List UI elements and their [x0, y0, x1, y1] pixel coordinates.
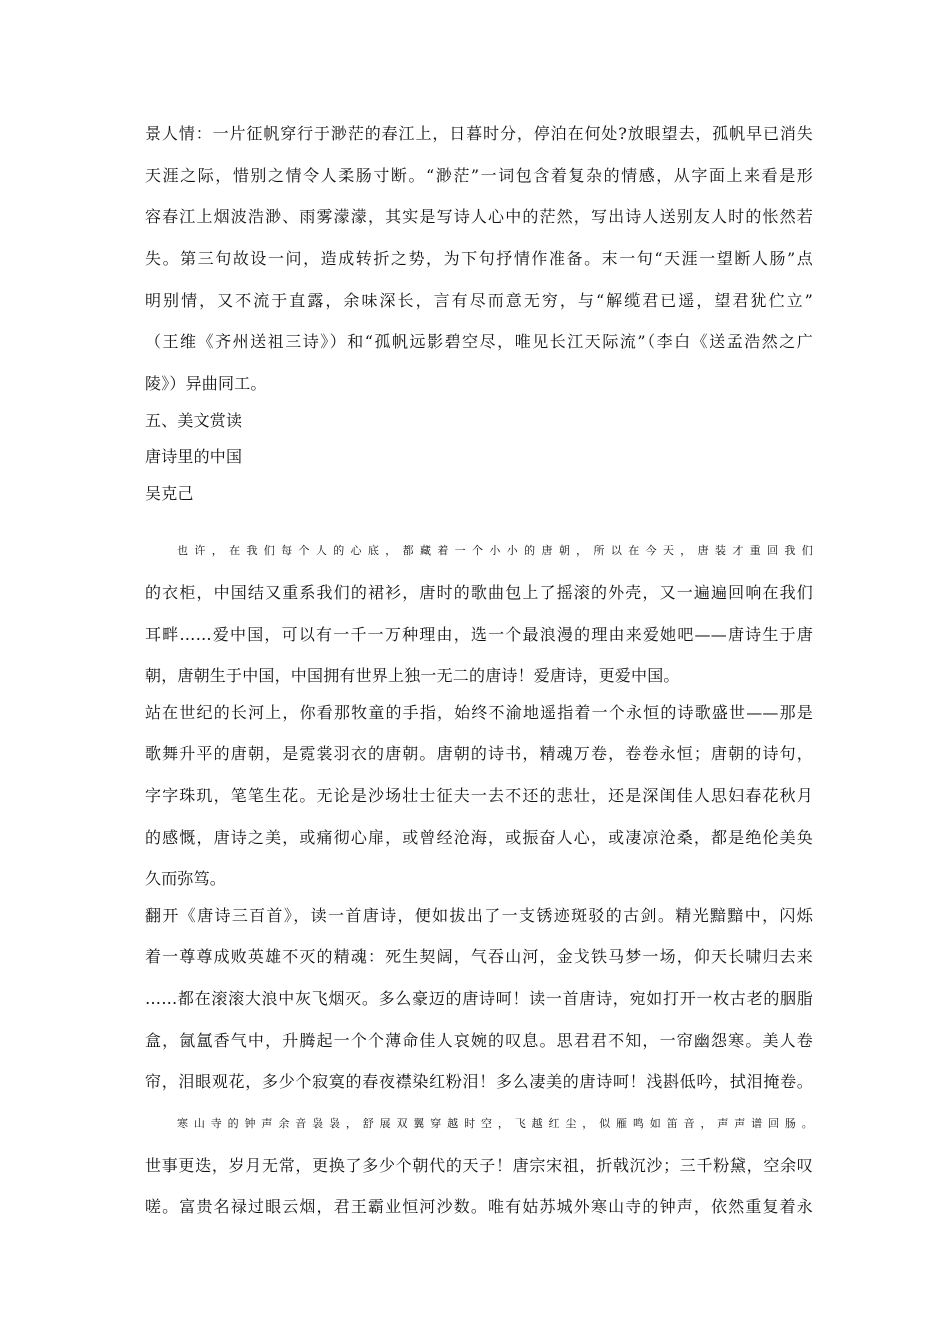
paragraph-line: ……都在滚滚大浪中灰飞烟灭。多么豪迈的唐诗呵！读一首唐诗，宛如打开一枚古老的胭脂 [145, 989, 813, 1008]
paragraph-line: 陵》）异曲同工。 [145, 374, 267, 393]
paragraph-line: 寒山寺的钟声余音袅袅，舒展双翼穿越时空，飞越红尘，似雁鸣如笛音，声声谱回肠。 [177, 1117, 813, 1130]
section-heading: 五、美文赏读 [145, 411, 243, 430]
paragraph-line: 世事更迭，岁月无常，更换了多少个朝代的天子！唐宗宋祖，折戟沉沙；三千粉黛，空余叹 [145, 1156, 813, 1175]
article-author: 吴克己 [145, 484, 194, 503]
paragraph-line: 的感慨，唐诗之美，或痛彻心扉，或曾经沧海，或振奋人心，或凄凉沧桑，都是绝伦美奂 [145, 828, 813, 847]
paragraph-line: （王维《齐州送祖三诗》）和“孤帆远影碧空尽，唯见长江天际流”（李白《送孟浩然之广 [145, 332, 813, 351]
paragraph-line: 站在世纪的长河上，你看那牧童的手指，始终不渝地遥指着一个永恒的诗歌盛世——那是 [145, 703, 813, 722]
paragraph-line: 天涯之际，惜别之情令人柔肠寸断。“渺茫”一词包含着复杂的情感，从字面上来看是形 [145, 166, 813, 185]
article-title: 唐诗里的中国 [145, 447, 243, 466]
paragraph-line: 失。第三句故设一问，造成转折之势，为下句抒情作准备。末一句“天涯一望断人肠”点 [145, 249, 813, 268]
paragraph-line: 也许，在我们每个人的心底，都藏着一个小小的唐朝，所以在今天，唐装才重回我们 [177, 544, 813, 557]
paragraph-line: 景人情：一片征帆穿行于渺茫的春江上，日暮时分，停泊在何处?放眼望去，孤帆早已消失 [145, 124, 813, 143]
paragraph-line: 盒，氤氲香气中，升腾起一个个薄命佳人哀婉的叹息。思君君不知，一帘幽怨寒。美人卷 [145, 1031, 813, 1050]
paragraph-line: 字字珠玑，笔笔生花。无论是沙场壮士征夫一去不还的悲壮，还是深闺佳人思妇春花秋月 [145, 786, 813, 805]
paragraph-line: 久而弥笃。 [145, 869, 227, 888]
paragraph-line: 歌舞升平的唐朝，是霓裳羽衣的唐朝。唐朝的诗书，精魂万卷，卷卷永恒；唐朝的诗句， [145, 744, 813, 763]
paragraph-line: 明别情，又不流于直露，余味深长，言有尽而意无穷，与“解缆君已遥，望君犹伫立” [145, 291, 813, 310]
paragraph-line: 着一尊尊成败英雄不灭的精魂：死生契阔，气吞山河，金戈铁马梦一场，仰天长啸归去来 [145, 947, 813, 966]
paragraph-line: 容春江上烟波浩渺、雨雾濛濛，其实是写诗人心中的茫然，写出诗人送别友人时的怅然若 [145, 207, 813, 226]
paragraph-line: 耳畔……爱中国，可以有一千一万种理由，选一个最浪漫的理由来爱她吧——唐诗生于唐 [145, 625, 813, 644]
paragraph-line: 翻开《唐诗三百首》，读一首唐诗，便如拔出了一支锈迹斑驳的古剑。精光黯黯中，闪烁 [145, 906, 813, 925]
paragraph-line: 帘，泪眼观花，多少个寂寞的春夜襟染红粉泪！多么凄美的唐诗呵！浅斟低吟，拭泪掩卷。 [145, 1072, 813, 1091]
paragraph-line: 的衣柜，中国结又重系我们的裙衫，唐时的歌曲包上了摇滚的外壳，又一遍遍回响在我们 [145, 583, 813, 602]
paragraph-line: 嗟。富贵名禄过眼云烟，君王霸业恒河沙数。唯有姑苏城外寒山寺的钟声，依然重复着永 [145, 1197, 813, 1216]
paragraph-line: 朝，唐朝生于中国，中国拥有世界上独一无二的唐诗！爱唐诗，更爱中国。 [145, 666, 680, 685]
